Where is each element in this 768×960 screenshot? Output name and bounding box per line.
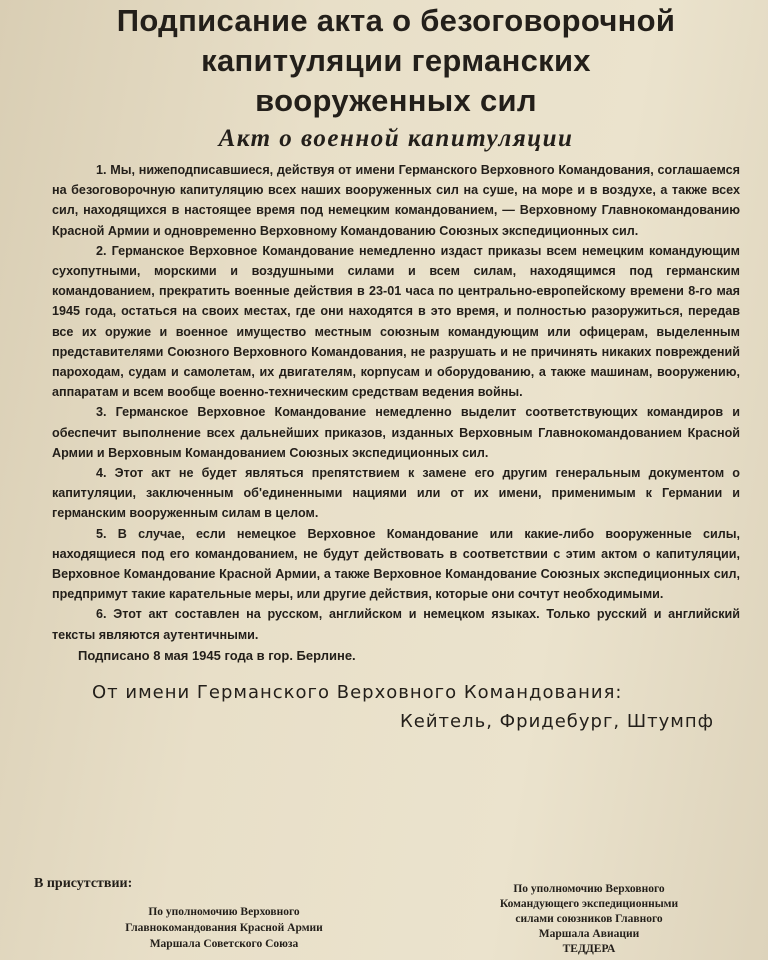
article-6: 6. Этот акт составлен на русском, английском и немецком языках. Только русский и английский тексты являются аутентичными. bbox=[52, 607, 740, 642]
article-1: 1. Мы, нижеподписавшиеся, действуя от имени Германского Верховного Командования, соглашаемся на безоговорочную капитуляцию всех наших вооруженных сил на суше, на море и в воздухе, а также всех сил, находящихся в настоящее время под немецким командованием, — Верховному Главнокомандованию Красной Армии и одновременно Верховному Командованию Союзных экспедиционных сил. bbox=[52, 163, 740, 238]
title-line: Подписание акта о безоговорочной bbox=[116, 3, 676, 38]
page-title bbox=[52, 0, 740, 120]
witness-left-line: По уполномочию Верховного bbox=[148, 906, 300, 918]
witness-left-block bbox=[74, 904, 374, 952]
act-body bbox=[52, 160, 740, 645]
witness-right-line: силами союзников Главного bbox=[515, 913, 663, 925]
article-2: 2. Германское Верховное Командование немедленно издаст приказы всем немецким командующим сухопутными, морскими и воздушными силами и всем силам, находящимся под германским командованием, прекратить военные действия в 23-01 часа по центрально-европейскому времени 8-го мая 1945 года, остаться на своих местах, где они находятся в это время, и полностью разоружиться, передав все их оружие и военное имущество местным союзным командующим или офицерам, выделенным представителями Союзного Верховного Командования, не разрушать и не причинять никаких повреждений пароходам, судам и самолетам, их двигателям, корпусам и оборудованию, а также машинам, вооружению, аппаратам и всем вообще военно-техническим средствам ведения войны. bbox=[52, 243, 740, 400]
signatories: Кейтель, Фридебург, Штумпф bbox=[399, 710, 714, 732]
witness-left-line: Главнокомандования Красной Армии bbox=[125, 922, 323, 934]
article-5: 5. В случае, если немецкое Верховное Командование или какие-либо вооруженные силы, находящиеся под его командованием, не будут действовать в соответствии с этим актом о капитуляции, Верховное Командование Красной Армии, а также Верховное Командование Союзных экспедиционных сил, предпримут такие карательные меры, или другие действия, которые они сочтут необходимыми. bbox=[52, 526, 740, 602]
witness-right-line: Командующего экспедиционными bbox=[499, 898, 679, 910]
behalf-line: От имени Германского Верховного Командования: bbox=[92, 681, 623, 703]
witness-right-line: По уполномочию Верховного bbox=[513, 883, 665, 895]
witness-section bbox=[34, 876, 740, 955]
witness-left-line: Маршала Советского Союза bbox=[149, 938, 299, 950]
witness-right-line: ТЕДДЕРА bbox=[562, 943, 616, 955]
witness-label: В присутствии: bbox=[34, 876, 133, 891]
article-3: 3. Германское Верховное Командование немедленно выделит соответствующих командиров и обеспечит выполнение всех дальнейших приказов, изданных Верховным Главнокомандованием Красной Армии и Верховным Командованием Союзных экспедиционных сил. bbox=[52, 405, 740, 460]
signed-line: Подписано 8 мая 1945 года в гор. Берлине. bbox=[78, 647, 356, 663]
title-line: капитуляции германских bbox=[201, 43, 591, 78]
act-subtitle: Акт о военной капитуляции bbox=[218, 125, 574, 152]
title-line: вооруженных сил bbox=[255, 83, 537, 118]
witness-right-line: Маршала Авиации bbox=[538, 928, 640, 940]
witness-right-block bbox=[444, 882, 734, 957]
article-4: 4. Этот акт не будет являться препятствием к замене его другим генеральным документом о капитуляции, заключенным об'единенными нациями или от их имени, применимым к Германии и германским вооруженным силам в целом. bbox=[52, 466, 740, 521]
